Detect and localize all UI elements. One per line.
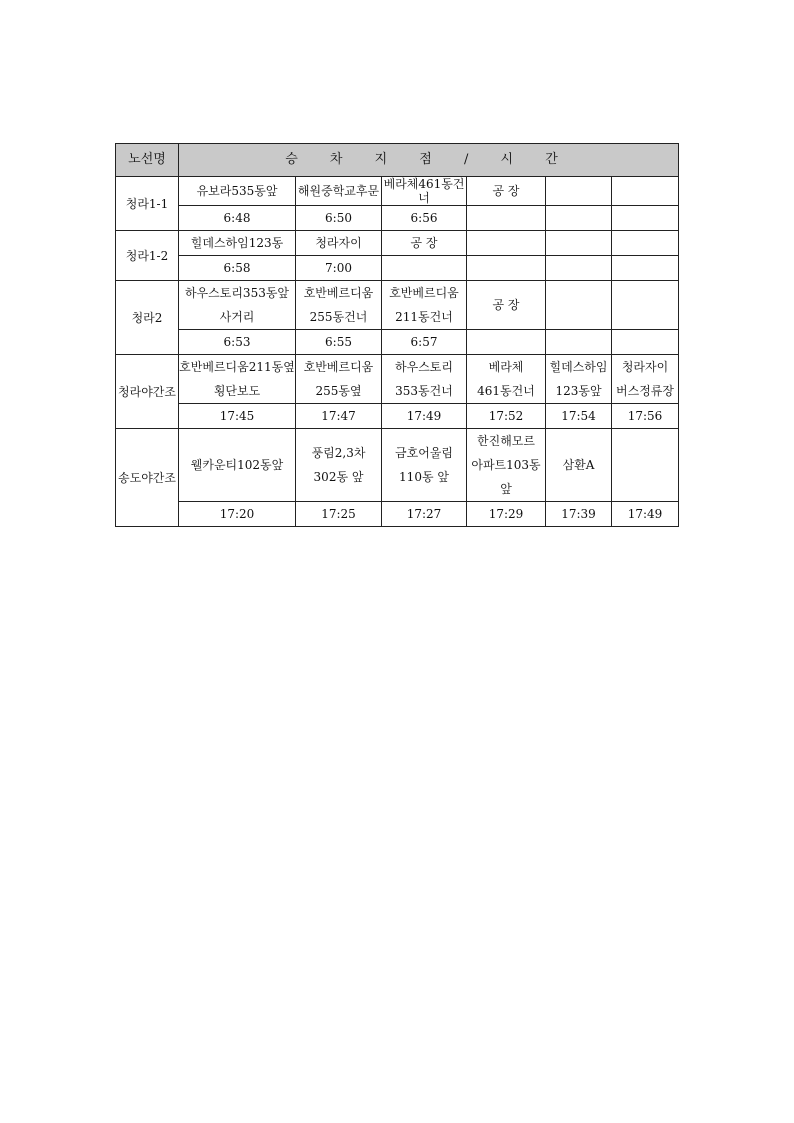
stop-cell	[546, 281, 612, 330]
stop-cell	[612, 231, 679, 256]
stop-cell	[467, 177, 546, 206]
stop-name-line: 아파트103동앞	[471, 458, 541, 496]
departure-time-cell: 17:54	[546, 404, 612, 429]
stop-cell	[467, 281, 546, 330]
stop-cell	[179, 231, 296, 256]
stop-name-line: 해원중학교후문	[297, 184, 380, 198]
stop-name-line: 211동건너	[395, 310, 453, 324]
route-name-cell: 청라1-1	[116, 177, 179, 231]
stop-name-line: 302동 앞	[313, 470, 364, 484]
route-name-header: 노선명	[116, 144, 179, 177]
departure-time-cell: 17:52	[467, 404, 546, 429]
stop-cell	[296, 281, 382, 330]
stop-name-line: 호반베르디움211동옆	[179, 360, 295, 374]
stops-time-header: 승 차 지 점 / 시 간	[179, 144, 679, 177]
stop-name-line: 버스정류장	[616, 384, 674, 398]
stop-name-line: 461동건너	[477, 384, 535, 398]
stop-name-line: 횡단보도	[213, 384, 261, 398]
route-name-cell: 송도야간조	[116, 429, 179, 527]
departure-time-cell	[546, 330, 612, 355]
stop-cell	[179, 177, 296, 206]
stop-name-line: 청라자이	[315, 236, 362, 250]
time-row	[116, 256, 679, 281]
departure-time-cell: 17:20	[179, 502, 296, 527]
stop-name-line: 청라자이	[621, 360, 669, 374]
stop-cell	[296, 355, 382, 404]
stop-name-line: 공 장	[492, 184, 520, 198]
departure-time-cell	[612, 206, 679, 231]
departure-time-cell	[467, 330, 546, 355]
stop-cell	[612, 355, 679, 404]
stop-name-line: 호반베르디움	[303, 360, 374, 374]
departure-time-cell	[612, 256, 679, 281]
stop-cell	[467, 355, 546, 404]
departure-time-cell: 17:39	[546, 502, 612, 527]
route-name-cell: 청라야간조	[116, 355, 179, 429]
route-name-cell: 청라1-2	[116, 231, 179, 281]
departure-time-cell: 6:56	[382, 206, 467, 231]
stop-name-line: 353동건너	[395, 384, 453, 398]
time-row	[116, 206, 679, 231]
stop-row	[116, 281, 679, 330]
departure-time-cell: 6:57	[382, 330, 467, 355]
stop-name-line: 하우스토리353동앞	[184, 286, 290, 300]
stop-name-line: 힐데스하임123동	[190, 236, 284, 250]
departure-time-cell: 17:56	[612, 404, 679, 429]
departure-time-cell: 6:58	[179, 256, 296, 281]
stop-cell	[546, 231, 612, 256]
departure-time-cell: 6:53	[179, 330, 296, 355]
stop-cell	[612, 429, 679, 502]
stop-cell	[179, 355, 296, 404]
departure-time-cell: 7:00	[296, 256, 382, 281]
time-row	[116, 404, 679, 429]
stop-row	[116, 177, 679, 206]
stop-name-line: 255동옆	[315, 384, 362, 398]
departure-time-cell: 17:49	[612, 502, 679, 527]
departure-time-cell: 17:25	[296, 502, 382, 527]
stop-cell	[179, 429, 296, 502]
stop-cell	[382, 355, 467, 404]
stop-name-line: 호반베르디움	[303, 286, 374, 300]
stop-row	[116, 231, 679, 256]
departure-time-cell: 17:29	[467, 502, 546, 527]
stop-cell	[382, 429, 467, 502]
stop-cell	[546, 355, 612, 404]
stop-cell	[546, 177, 612, 206]
stop-name-line: 웰카운티102동앞	[190, 458, 284, 472]
time-row	[116, 330, 679, 355]
stop-cell	[612, 177, 679, 206]
stop-name-line: 한진해모르	[477, 434, 535, 448]
stop-name-line: 사거리	[219, 310, 255, 324]
route-name-cell: 청라2	[116, 281, 179, 355]
stop-name-line: 유보라535동앞	[196, 184, 278, 198]
stop-cell	[467, 429, 546, 502]
stop-cell	[179, 281, 296, 330]
stop-name-line: 110동 앞	[399, 470, 449, 484]
stop-cell	[296, 429, 382, 502]
departure-time-cell	[467, 206, 546, 231]
departure-time-cell: 17:45	[179, 404, 296, 429]
departure-time-cell: 6:50	[296, 206, 382, 231]
stop-name-line: 호반베르디움	[389, 286, 459, 300]
stop-name-line: 힐데스하임	[549, 360, 608, 374]
stop-row	[116, 355, 679, 404]
departure-time-cell: 17:27	[382, 502, 467, 527]
schedule-body	[116, 177, 679, 527]
departure-time-cell	[382, 256, 467, 281]
stop-name-line: 공 장	[410, 236, 438, 250]
stop-cell	[612, 281, 679, 330]
departure-time-cell	[612, 330, 679, 355]
stop-cell	[382, 177, 467, 206]
stop-cell	[546, 429, 612, 502]
departure-time-cell	[467, 256, 546, 281]
stop-row	[116, 429, 679, 502]
departure-time-cell: 17:47	[296, 404, 382, 429]
departure-time-cell	[546, 256, 612, 281]
stop-cell	[382, 281, 467, 330]
departure-time-cell: 17:49	[382, 404, 467, 429]
stop-name-line: 삼환A	[562, 458, 595, 472]
stop-name-line: 하우스토리	[395, 360, 453, 374]
stop-name-line: 풍림2,3차	[311, 446, 366, 460]
stop-name-line: 금호어울림	[395, 446, 453, 460]
stop-cell	[467, 231, 546, 256]
bus-schedule-table	[115, 143, 679, 527]
stop-cell	[382, 231, 467, 256]
departure-time-cell: 6:55	[296, 330, 382, 355]
stop-name-line: 베라체461동건너	[383, 177, 465, 205]
stop-cell	[296, 231, 382, 256]
departure-time-cell: 6:48	[179, 206, 296, 231]
stop-cell	[296, 177, 382, 206]
stop-name-line: 공 장	[492, 298, 520, 312]
header-row	[116, 144, 679, 177]
stop-name-line: 255동건너	[309, 310, 368, 324]
time-row	[116, 502, 679, 527]
stop-name-line: 베라체	[488, 360, 524, 374]
stop-name-line: 123동앞	[555, 384, 602, 398]
departure-time-cell	[546, 206, 612, 231]
